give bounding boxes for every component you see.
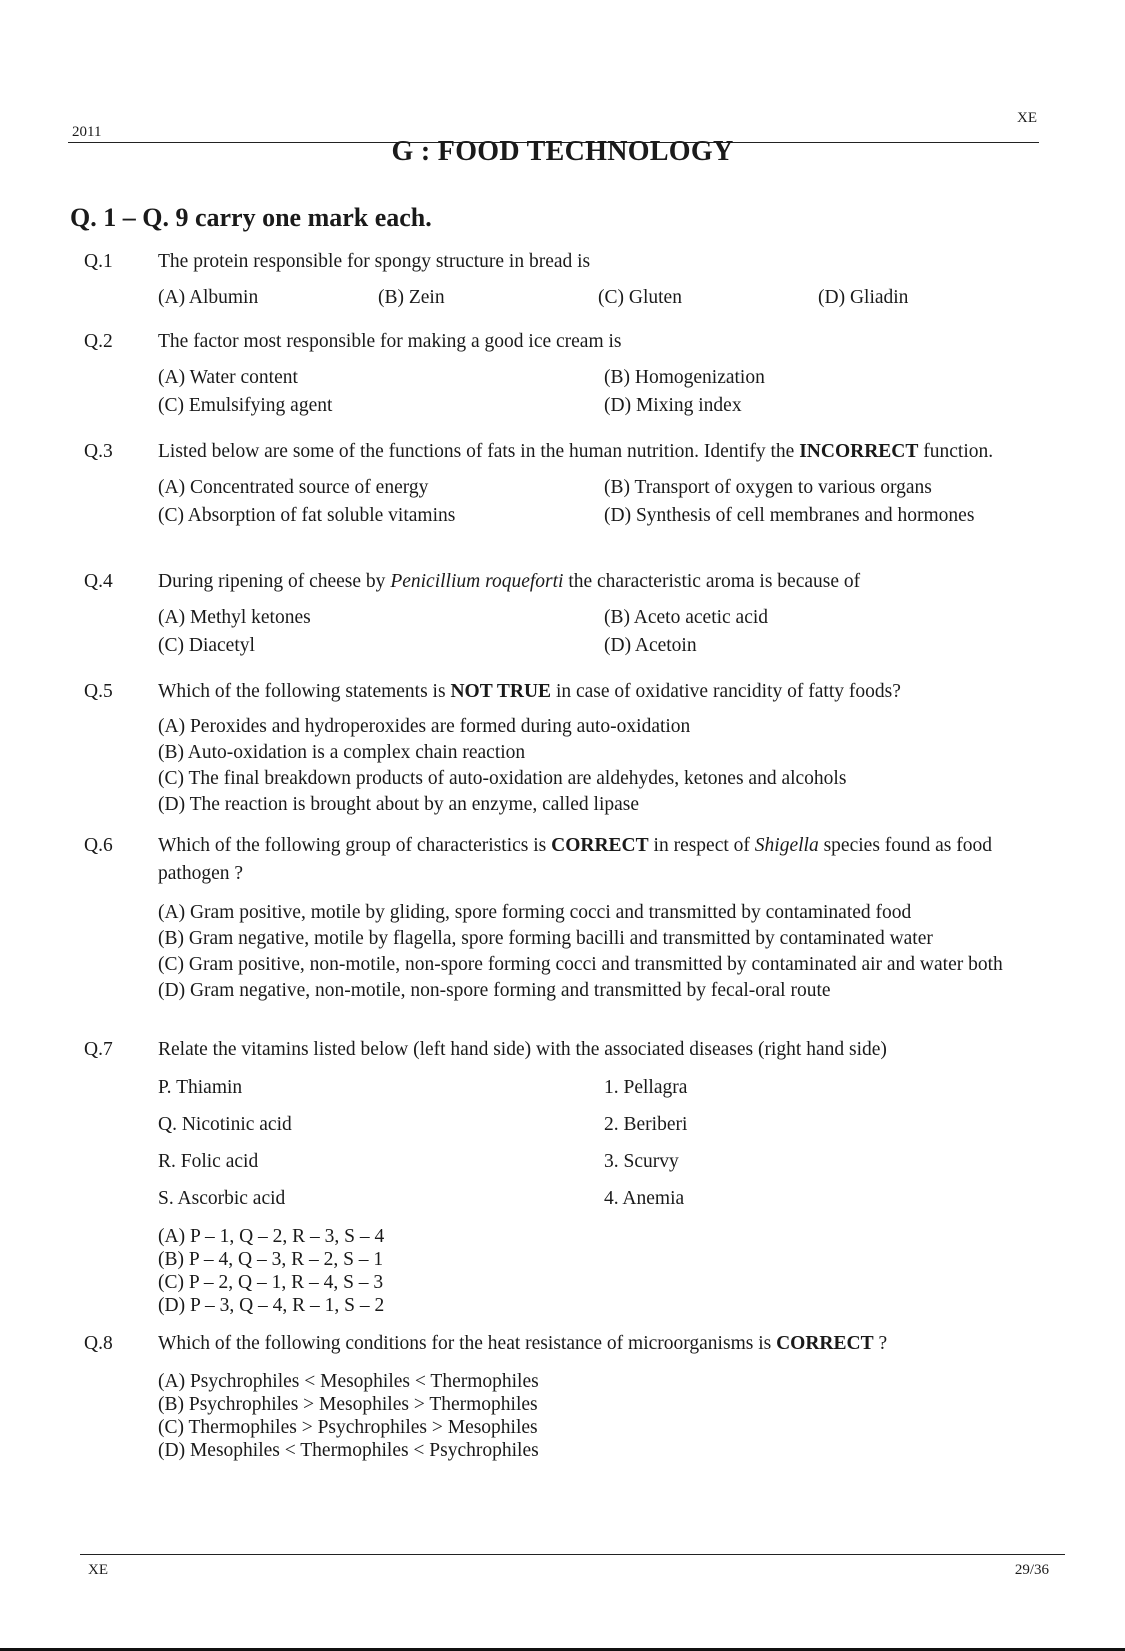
option-a: (A) Methyl ketones xyxy=(158,607,311,628)
options xyxy=(158,364,1065,420)
option-d: (D) Mixing index xyxy=(604,395,742,416)
option-b: (B) Psychrophiles > Mesophiles > Thermophiles xyxy=(158,1394,538,1415)
stem-text: Listed below are some of the functions of fats in the human nutrition. Identify the xyxy=(158,441,800,462)
question-2 xyxy=(84,328,1065,420)
option-b: (B) Auto-oxidation is a complex chain reaction xyxy=(158,742,526,763)
option-b: (B) Homogenization xyxy=(604,367,765,388)
match-left-item: P. Thiamin xyxy=(158,1077,243,1098)
option-d: (D) Acetoin xyxy=(604,635,697,656)
question-number: Q.2 xyxy=(84,331,113,352)
match-left-item: Q. Nicotinic acid xyxy=(158,1114,292,1135)
options xyxy=(158,1370,1065,1462)
question-number: Q.1 xyxy=(84,251,113,272)
header-year: 2011 xyxy=(72,124,102,140)
question-5 xyxy=(84,678,1065,818)
options xyxy=(158,284,1065,312)
question-number: Q.4 xyxy=(84,571,113,592)
match-right-item: 2. Beriberi xyxy=(604,1114,688,1135)
stem-emphasis: CORRECT xyxy=(776,1333,874,1354)
question-4 xyxy=(84,568,1065,660)
option-d: (D) Mesophiles < Thermophiles < Psychrophiles xyxy=(158,1440,539,1461)
footer-rule xyxy=(80,1554,1065,1555)
option-c: (C) P – 2, Q – 1, R – 4, S – 3 xyxy=(158,1272,384,1293)
option-c: (C) Emulsifying agent xyxy=(158,395,333,416)
match-table xyxy=(158,1074,1065,1213)
question-number: Q.3 xyxy=(84,441,113,462)
option-b: (B) Transport of oxygen to various organs xyxy=(604,477,932,498)
question-7 xyxy=(84,1036,1065,1317)
question-number: Q.7 xyxy=(84,1039,113,1060)
stem-text: in case of oxidative rancidity of fatty foods? xyxy=(551,681,901,702)
question-stem xyxy=(158,678,1065,706)
question-3 xyxy=(84,438,1065,530)
option-c: (C) Thermophiles > Psychrophiles > Mesophiles xyxy=(158,1417,538,1438)
option-c: (C) Diacetyl xyxy=(158,635,255,656)
stem-species: Shigella xyxy=(754,835,819,856)
options xyxy=(158,474,1065,530)
stem-species: Penicillium roqueforti xyxy=(390,571,564,592)
stem-text: Which of the following conditions for the heat resistance of microorganisms is xyxy=(158,1333,777,1354)
question-8 xyxy=(84,1330,1065,1462)
option-b: (B) Gram negative, motile by flagella, spore forming bacilli and transmitted by contaminated water xyxy=(158,928,933,949)
option-c: (C) The final breakdown products of auto-oxidation are aldehydes, ketones and alcohols xyxy=(158,768,847,789)
option-d: (D) Synthesis of cell membranes and hormones xyxy=(604,505,975,526)
options xyxy=(158,900,1065,1004)
question-6 xyxy=(84,832,1065,1004)
stem-emphasis: INCORRECT xyxy=(799,441,919,462)
question-1 xyxy=(84,248,1065,312)
option-a: (A) Psychrophiles < Mesophiles < Thermophiles xyxy=(158,1371,539,1392)
option-a: (A) Gram positive, motile by gliding, spore forming cocci and transmitted by contaminated food xyxy=(158,902,912,923)
question-stem xyxy=(158,1330,1065,1358)
option-d: (D) Gram negative, non-motile, non-spore forming and transmitted by fecal-oral route xyxy=(158,980,831,1001)
option-b: (B) Zein xyxy=(378,287,445,308)
options xyxy=(158,1225,1065,1317)
stem-emphasis: CORRECT xyxy=(551,835,649,856)
match-left-item: S. Ascorbic acid xyxy=(158,1188,286,1209)
stem-emphasis: NOT TRUE xyxy=(450,681,552,702)
stem-text: Which of the following statements is xyxy=(158,681,451,702)
match-right-item: 4. Anemia xyxy=(604,1188,685,1209)
footer-paper-code: XE xyxy=(88,1562,108,1578)
options xyxy=(158,714,1065,818)
option-c: (C) Absorption of fat soluble vitamins xyxy=(158,505,456,526)
stem-text: ? xyxy=(873,1333,888,1354)
stem-text: function. xyxy=(918,441,994,462)
option-a: (A) Peroxides and hydroperoxides are formed during auto-oxidation xyxy=(158,716,691,737)
match-right-item: 1. Pellagra xyxy=(604,1077,688,1098)
question-stem xyxy=(158,568,1065,596)
question-stem: The factor most responsible for making a good ice cream is xyxy=(158,331,622,352)
question-number: Q.5 xyxy=(84,681,113,702)
stem-text: During ripening of cheese by xyxy=(158,571,391,592)
option-c: (C) Gluten xyxy=(598,287,682,308)
page-title: G : FOOD TECHNOLOGY xyxy=(391,136,734,167)
option-a: (A) Albumin xyxy=(158,287,259,308)
question-stem xyxy=(158,832,1065,888)
stem-text: in respect of xyxy=(648,835,755,856)
page-number: 29/36 xyxy=(1014,1562,1049,1578)
match-left-item: R. Folic acid xyxy=(158,1151,259,1172)
option-d: (D) Gliadin xyxy=(818,287,909,308)
question-stem xyxy=(158,438,1065,466)
question-stem: The protein responsible for spongy structure in bread is xyxy=(158,251,591,272)
stem-text: species found as food pathogen ? xyxy=(158,835,993,884)
option-b: (B) Aceto acetic acid xyxy=(604,607,769,628)
stem-text: the characteristic aroma is because of xyxy=(563,571,861,592)
option-d: (D) P – 3, Q – 4, R – 1, S – 2 xyxy=(158,1295,385,1316)
header-paper-code: XE xyxy=(1017,110,1037,126)
options xyxy=(158,604,1065,660)
option-c: (C) Gram positive, non-motile, non-spore forming cocci and transmitted by contaminated air and water both xyxy=(158,954,1003,975)
match-right-item: 3. Scurvy xyxy=(604,1151,679,1172)
option-a: (A) P – 1, Q – 2, R – 3, S – 4 xyxy=(158,1226,385,1247)
question-stem: Relate the vitamins listed below (left hand side) with the associated diseases (right hand side) xyxy=(158,1039,887,1060)
question-number: Q.6 xyxy=(84,835,113,856)
question-number: Q.8 xyxy=(84,1333,113,1354)
option-a: (A) Water content xyxy=(158,367,298,388)
section-heading: Q. 1 – Q. 9 carry one mark each. xyxy=(70,203,432,232)
option-a: (A) Concentrated source of energy xyxy=(158,477,429,498)
stem-text: Which of the following group of characteristics is xyxy=(158,835,552,856)
option-d: (D) The reaction is brought about by an enzyme, called lipase xyxy=(158,794,640,815)
option-b: (B) P – 4, Q – 3, R – 2, S – 1 xyxy=(158,1249,384,1270)
